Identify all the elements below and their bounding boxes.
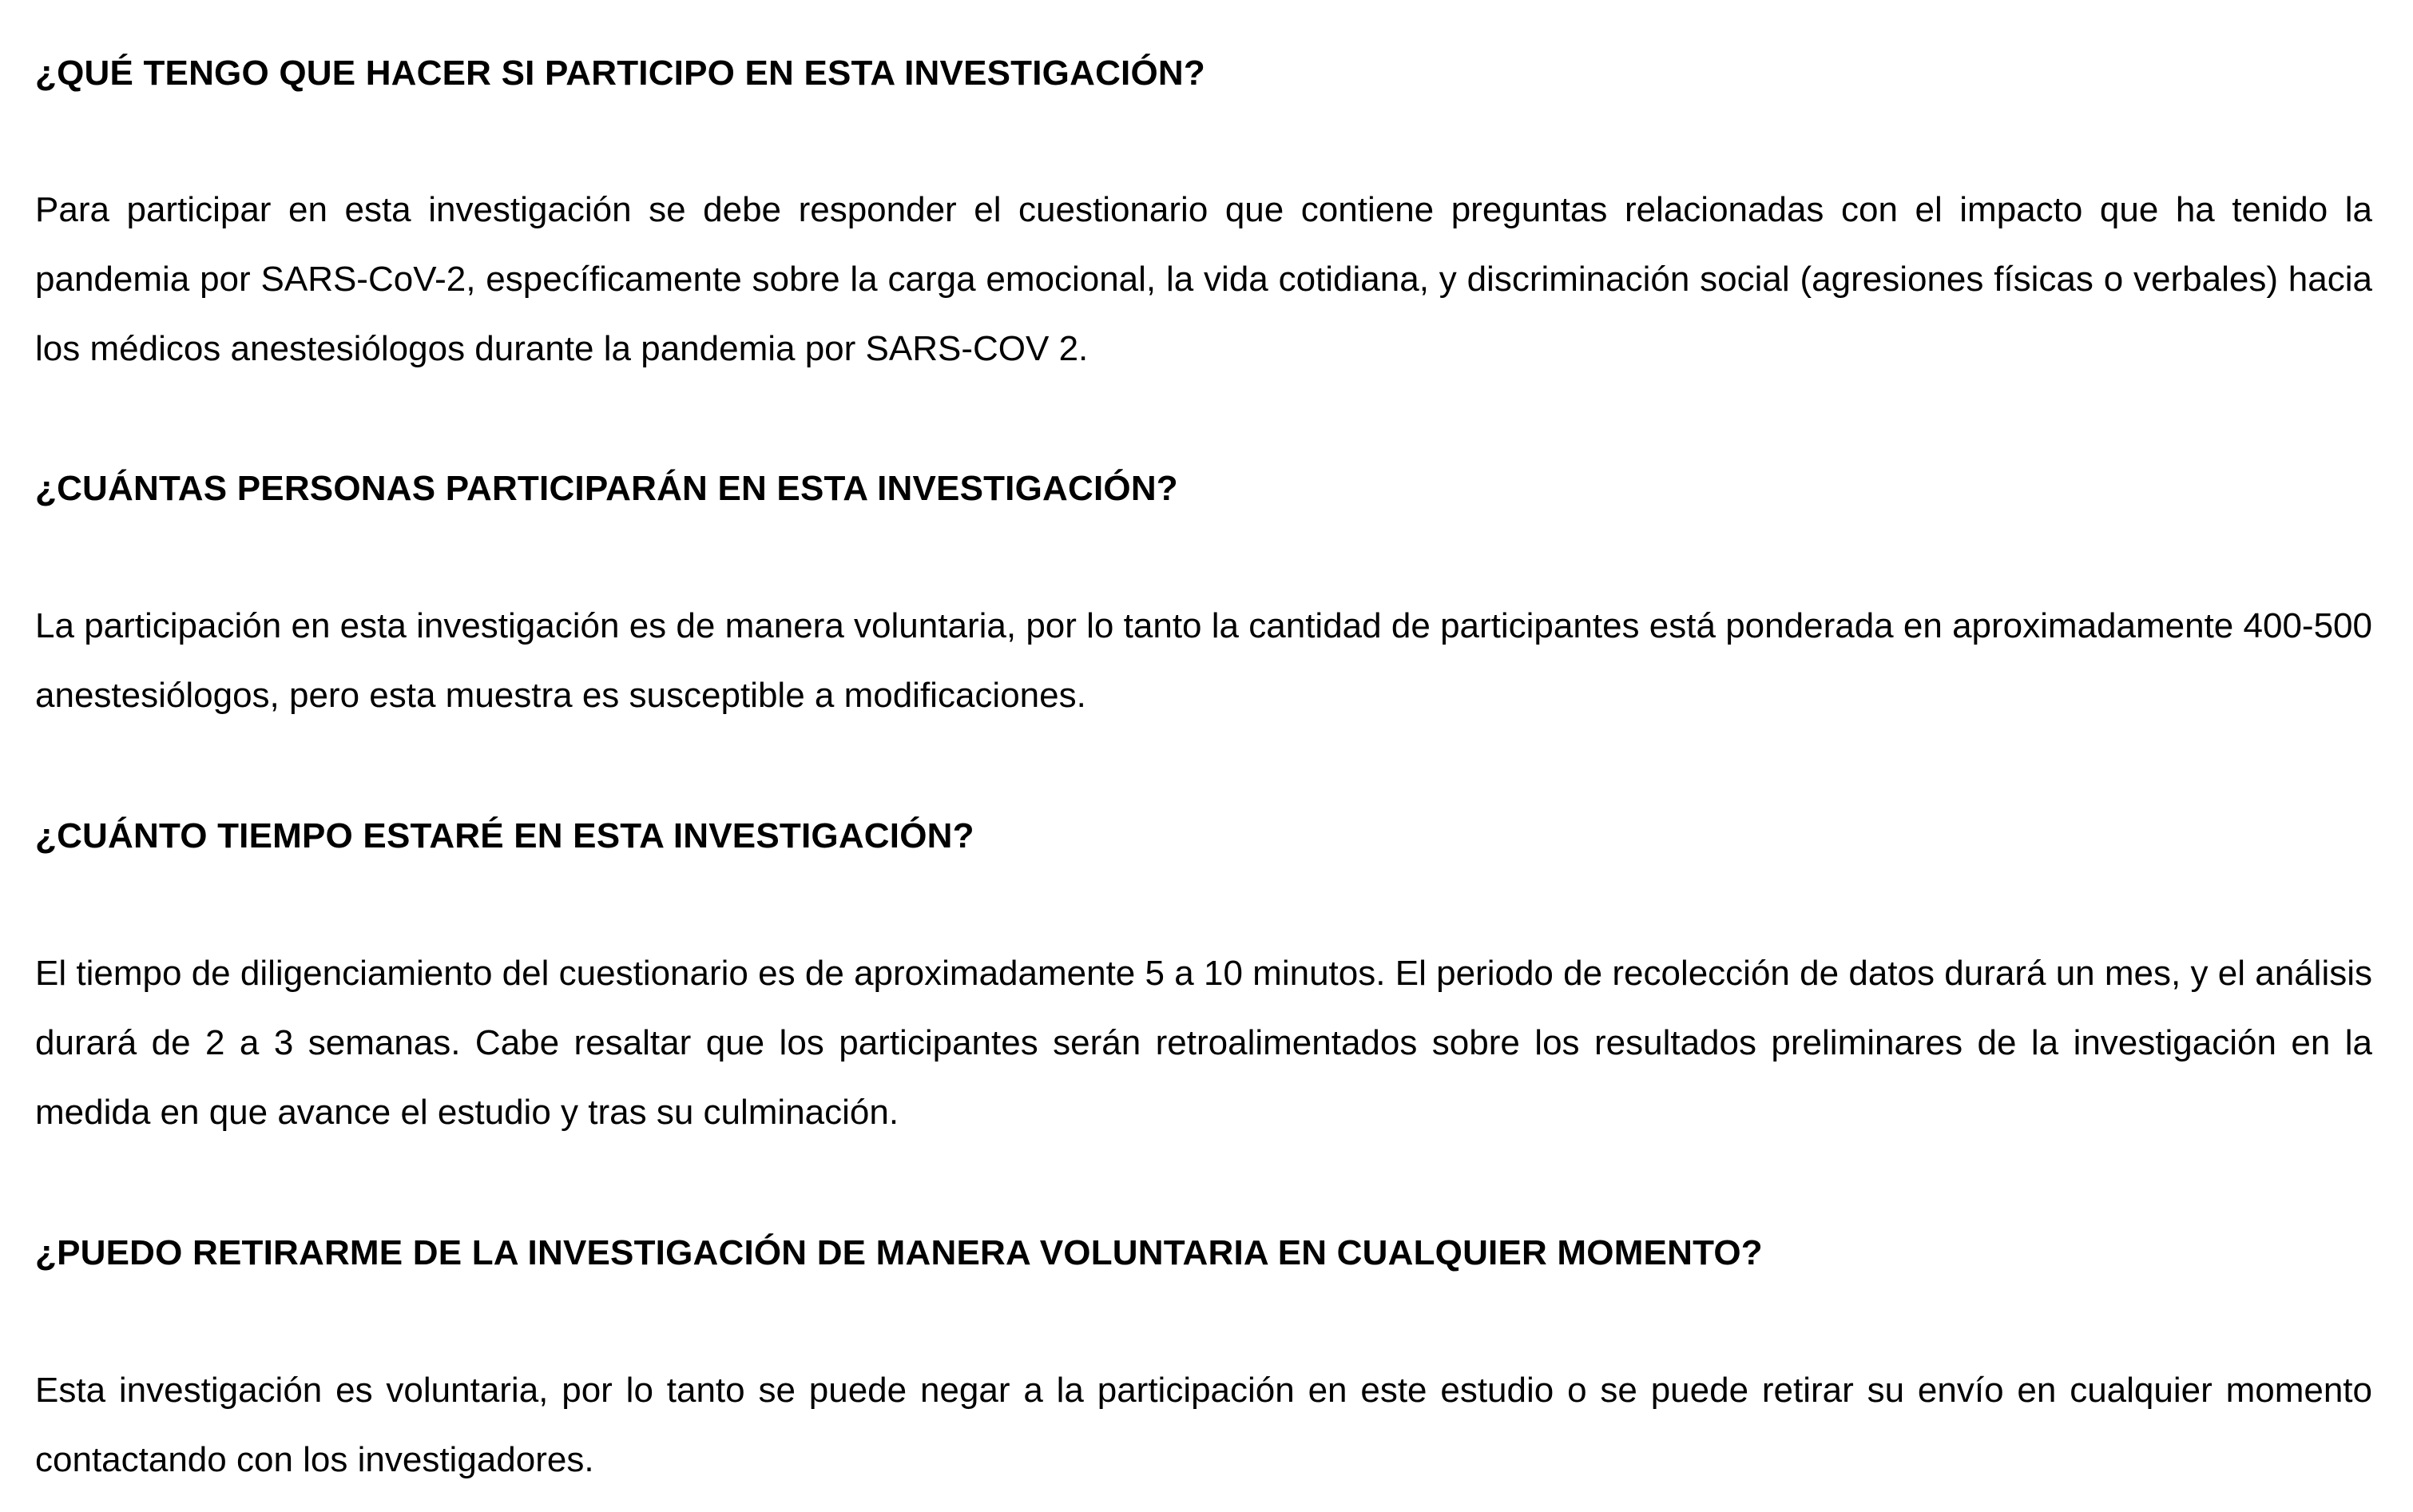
- section-heading-withdrawal: ¿PUEDO RETIRARME DE LA INVESTIGACIÓN DE MANERA VOLUNTARIA EN CUALQUIER MOMENTO?: [35, 1233, 1763, 1272]
- section-heading-what-to-do: ¿QUÉ TENGO QUE HACER SI PARTICIPO EN ESTA INVESTIGACIÓN?: [35, 54, 1205, 93]
- section-body-what-to-do: Para participar en esta investigación se debe responder el cuestionario que contiene preguntas relacionadas con el impacto que ha tenido la pandemia por SARS-CoV-2, específicamente sobre la carga emocional, la vida cotidiana, y discriminación social (agresiones físicas o verbales) hacia los médicos anestesiólogos durante la pandemia por SARS-COV 2.: [35, 190, 2372, 368]
- section-body-duration: El tiempo de diligenciamiento del cuestionario es de aproximadamente 5 a 10 minutos. El periodo de recolección de datos durará un mes, y el análisis durará de 2 a 3 semanas. Cabe resaltar que los participantes serán retroalimentados sobre los resultados preliminares de la investigación en la medida en que avance el estudio y tras su culminación.: [35, 954, 2372, 1132]
- section-heading-duration: ¿CUÁNTO TIEMPO ESTARÉ EN ESTA INVESTIGACIÓN?: [35, 816, 974, 855]
- section-body-how-many-participants: La participación en esta investigación es de manera voluntaria, por lo tanto la cantidad de participantes está ponderada en aproximadamente 400-500 anestesiólogos, pero esta muestra es susceptible a modificaciones.: [35, 606, 2372, 715]
- section-heading-how-many-participants: ¿CUÁNTAS PERSONAS PARTICIPARÁN EN ESTA INVESTIGACIÓN?: [35, 469, 1178, 508]
- section-body-withdrawal: Esta investigación es voluntaria, por lo tanto se puede negar a la participación en este estudio o se puede retirar su envío en cualquier momento contactando con los investigadores.: [35, 1371, 2372, 1479]
